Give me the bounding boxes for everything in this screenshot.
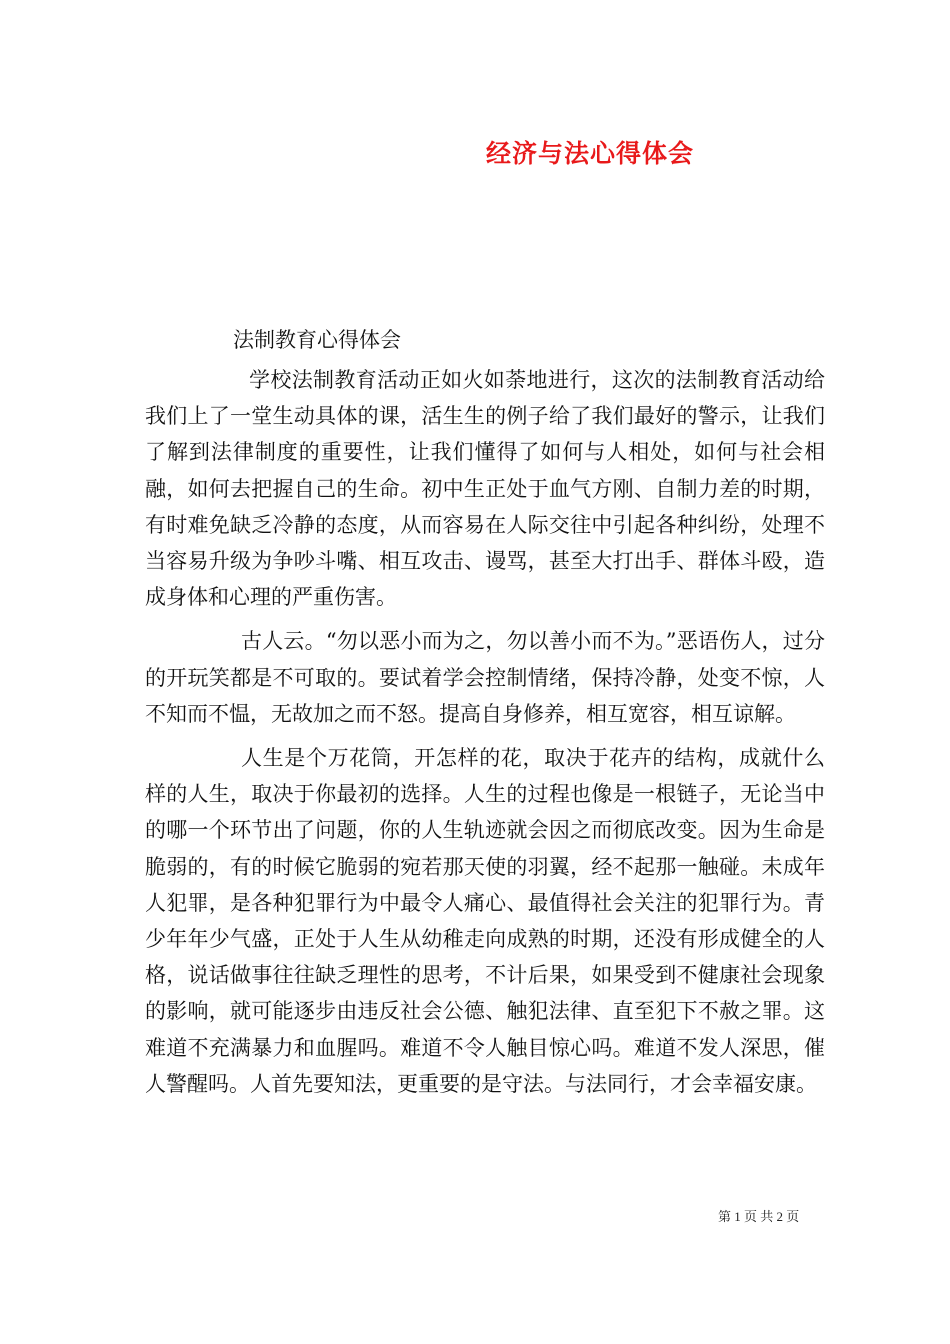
paragraph: 古人云。“勿以恶小而为之，勿以善小而不为。”恶语伤人，过分的开玩笑都是不可取的。要试着学会控制情绪，保持冷静，处变不惊，人不知而不愠，无故加之而不怒。提高自身修养，相互宽容，相互谅解。 [145,629,825,726]
document-subtitle: 法制教育心得体会 [233,328,401,352]
page-number-footer: 第 1 页 共 2 页 [718,1209,800,1224]
document-title: 经济与法心得体会 [485,139,694,168]
document-body [145,362,825,1110]
paragraph: 学校法制教育活动正如火如荼地进行，这次的法制教育活动给我们上了一堂生动具体的课，活生生的例子给了我们最好的警示，让我们了解到法律制度的重要性，让我们懂得了如何与人相处，如何与社会相融，如何去把握自己的生命。初中生正处于血气方刚、自制力差的时期，有时难免缺乏冷静的态度，从而容易在人际交往中引起各种纠纷，处理不当容易升级为争吵斗嘴、相互攻击、谩骂，甚至大打出手、群体斗殴，造成身体和心理的严重伤害。 [145,368,825,610]
paragraph: 人生是个万花筒，开怎样的花，取决于花卉的结构，成就什么样的人生，取决于你最初的选择。人生的过程也像是一根链子，无论当中的哪一个环节出了问题，你的人生轨迹就会因之而彻底改变。因为生命是脆弱的，有的时候它脆弱的宛若那天使的羽翼，经不起那一触碰。未成年人犯罪，是各种犯罪行为中最令人痛心、最值得社会关注的犯罪行为。青少年年少气盛，正处于人生从幼稚走向成熟的时期，还没有形成健全的人格，说话做事往往缺乏理性的思考，不计后果，如果受到不健康社会现象的影响，就可能逐步由违反社会公德、触犯法律、直至犯下不赦之罪。这难道不充满暴力和血腥吗。难道不令人触目惊心吗。难道不发人深思，催人警醒吗。人首先要知法，更重要的是守法。与法同行，才会幸福安康。 [145,746,825,1096]
